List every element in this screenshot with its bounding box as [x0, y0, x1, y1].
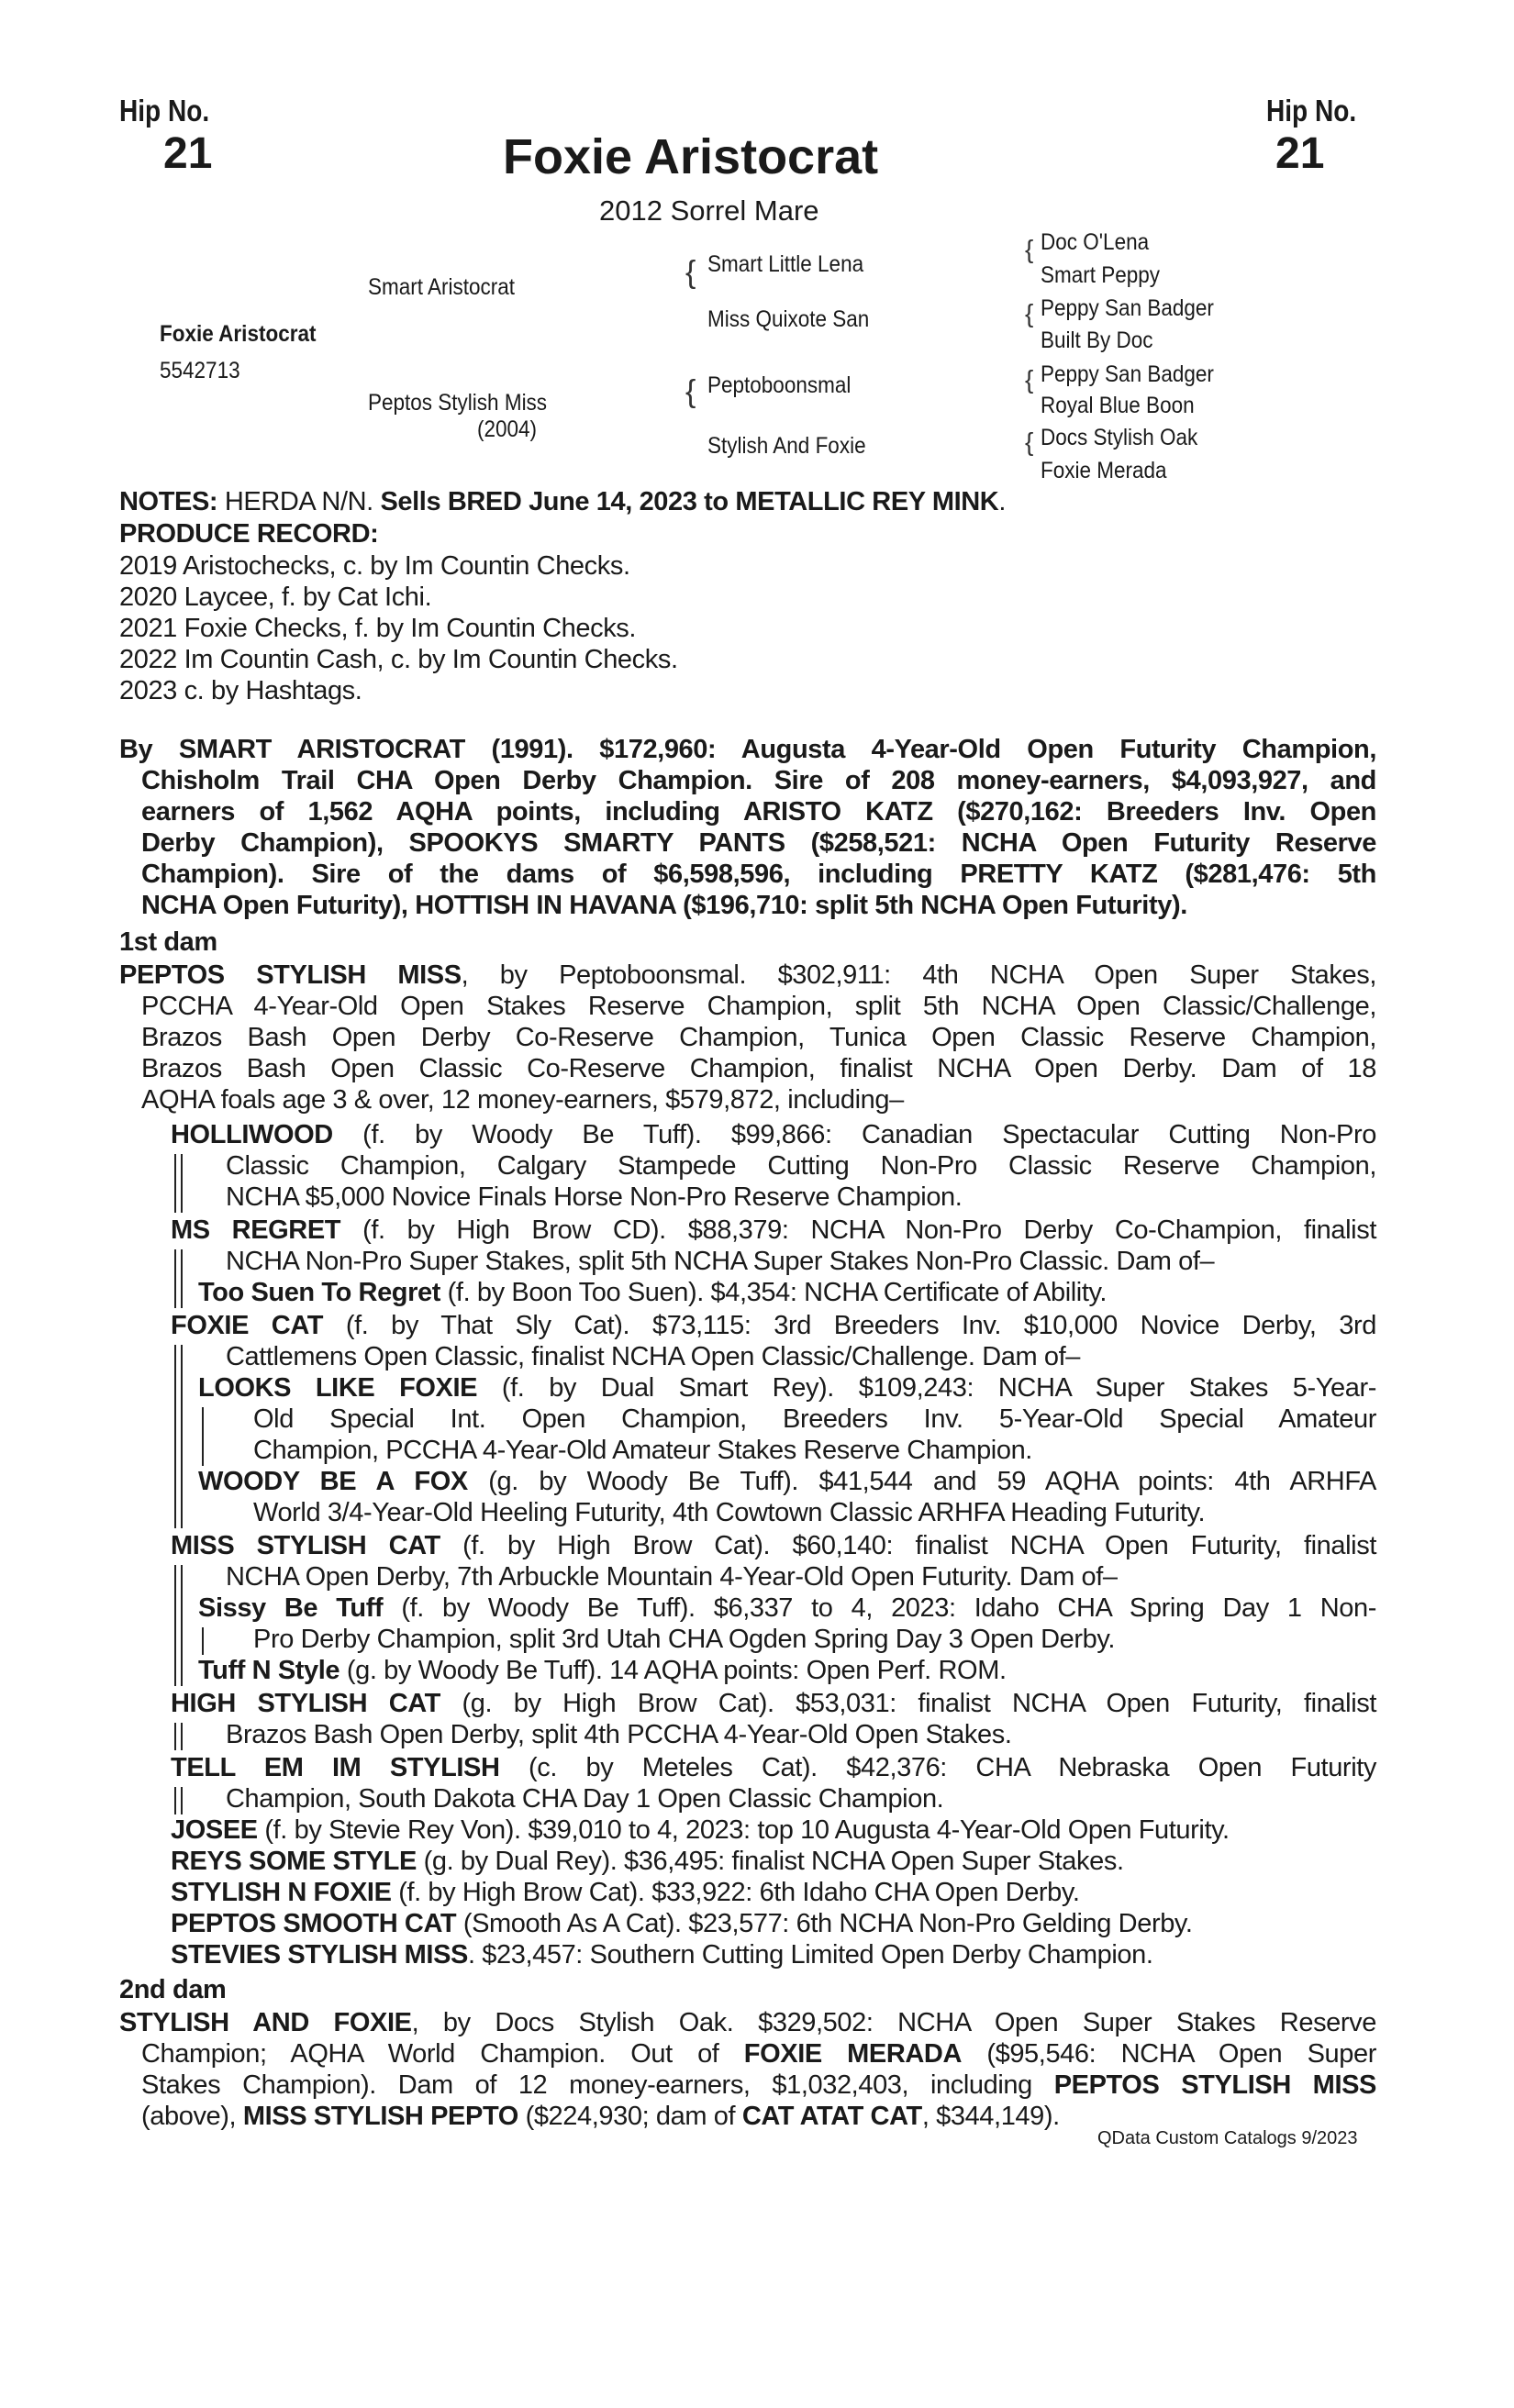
sire-paragraph-line: Champion). Sire of the dams of $6,598,596, including PRETTY KATZ ($281,476: 5th — [141, 860, 1376, 889]
grandfoal-text: (g. by Woody Be Tuff). $41,544 and 59 AQHA points: 4th ARHFA — [467, 1467, 1377, 1496]
pedigree-sdd: Built By Doc — [1041, 327, 1153, 353]
produce-item: 2023 c. by Hashtags. — [119, 676, 362, 705]
second-dam-text: , $344,149). — [921, 2102, 1060, 2131]
foal-miss-stylish-cat — [171, 1530, 1376, 1561]
notes-text: HERDA N/N. — [217, 487, 381, 516]
foal-text: (c. by Meteles Cat). $42,376: CHA Nebraska Open Futurity — [499, 1753, 1376, 1782]
footer-credit: QData Custom Catalogs 9/2023 — [1097, 2128, 1358, 2148]
foal-text: (g. by High Brow Cat). $53,031: finalist NCHA Open Futurity, finalist — [440, 1689, 1377, 1718]
second-dam-text: Stakes Champion). Dam of 12 money-earners, $1,032,403, including — [141, 2070, 1054, 2100]
foal-holliwood — [171, 1119, 1376, 1150]
foal-text: (f. by High Brow CD). $88,379: NCHA Non-Pro Derby Co-Champion, finalist — [340, 1215, 1376, 1245]
indent-bar — [174, 1723, 176, 1750]
foal-peptos-smooth-cat — [171, 1908, 1193, 1939]
foal-line: NCHA $5,000 Novice Finals Horse Non-Pro Reserve Champion. — [226, 1182, 963, 1212]
produce-item: 2020 Laycee, f. by Cat Ichi. — [119, 583, 432, 612]
pedigree-dam-year: (2004) — [477, 416, 538, 442]
foal-text: (Smooth As A Cat). $23,577: 6th NCHA Non-Pro Gelding Derby. — [456, 1909, 1193, 1938]
pedigree-horse: Foxie Aristocrat — [160, 321, 317, 347]
pedigree-sds: Peppy San Badger — [1041, 295, 1214, 321]
grandfoal-looks-like-foxie — [198, 1372, 1376, 1404]
indent-bar — [181, 1723, 183, 1750]
first-dam-line: AQHA foals age 3 & over, 12 money-earners, $579,872, including– — [141, 1085, 904, 1115]
pedigree-sire-dam: Miss Quixote San — [707, 306, 870, 332]
brace-icon: { — [1025, 299, 1034, 327]
sire-paragraph-line: NCHA Open Futurity), HOTTISH IN HAVANA ($196,710: split 5th NCHA Open Futurity). — [141, 891, 1187, 920]
foal-josee — [171, 1814, 1230, 1846]
foal-name: MS REGRET — [171, 1215, 341, 1245]
foal-text: (g. by Dual Rey). $36,495: finalist NCHA Open Super Stakes. — [416, 1847, 1124, 1876]
foal-ms-regret — [171, 1215, 1376, 1246]
foal-line: Champion, South Dakota CHA Day 1 Open Classic Champion. — [226, 1784, 944, 1814]
foal-stevies-stylish-miss — [171, 1939, 1153, 1970]
second-dam-name: STYLISH AND FOXIE — [119, 2008, 412, 2037]
foal-line: Cattlemens Open Classic, finalist NCHA Open Classic/Challenge. Dam of– — [226, 1342, 1081, 1371]
hip-number-left: 21 — [163, 129, 213, 178]
foal-text: (f. by High Brow Cat). $60,140: finalist NCHA Open Futurity, finalist — [440, 1531, 1376, 1560]
foal-name: REYS SOME STYLE — [171, 1847, 417, 1876]
indent-bar — [181, 1565, 183, 1686]
produce-item: 2022 Im Countin Cash, c. by Im Countin Checks. — [119, 645, 678, 674]
sire-paragraph-line: Derby Champion), SPOOKYS SMARTY PANTS ($258,521: NCHA Open Futurity Reserve — [141, 828, 1376, 858]
pedigree-ssd: Smart Peppy — [1041, 262, 1161, 288]
first-dam-name: PEPTOS STYLISH MISS — [119, 960, 462, 990]
foal-text: (f. by Woody Be Tuff). $99,866: Canadian Spectacular Cutting Non-Pro — [332, 1120, 1376, 1149]
foal-text: (f. by High Brow Cat). $33,922: 6th Idaho CHA Open Derby. — [391, 1878, 1080, 1907]
grandfoal-name: Too Suen To Regret — [198, 1278, 440, 1307]
second-dam-line — [141, 2101, 1060, 2132]
foal-name: TELL EM IM STYLISH — [171, 1753, 500, 1782]
produce-item: 2021 Foxie Checks, f. by Im Countin Checks. — [119, 614, 637, 643]
produce-item: 2019 Aristochecks, c. by Im Countin Checks. — [119, 551, 630, 581]
grandfoal-line: Pro Derby Champion, split 3rd Utah CHA Ogden Spring Day 3 Open Derby. — [253, 1625, 1115, 1654]
foal-reys-some-style — [171, 1846, 1124, 1877]
brace-icon: { — [685, 255, 696, 290]
foal-name: MISS STYLISH CAT — [171, 1531, 440, 1560]
pedigree-dds: Docs Stylish Oak — [1041, 425, 1198, 450]
grandfoal-name: Tuff N Style — [198, 1656, 340, 1685]
grandfoal-line: Champion, PCCHA 4-Year-Old Amateur Stakes Reserve Champion. — [253, 1436, 1032, 1465]
indent-bar — [174, 1787, 176, 1814]
notes-end: . — [998, 487, 1007, 516]
second-dam-line — [141, 2038, 1376, 2070]
foal-name: HIGH STYLISH CAT — [171, 1689, 440, 1718]
grandfoal-sissy-be-tuff — [198, 1592, 1376, 1624]
grandfoal-line: Old Special Int. Open Champion, Breeders Inv. 5-Year-Old Special Amateur — [253, 1404, 1376, 1434]
second-dam-foal-name: MISS STYLISH PEPTO — [242, 2102, 518, 2131]
grandfoal-text: (f. by Dual Smart Rey). $109,243: NCHA Super Stakes 5-Year- — [477, 1373, 1376, 1403]
grandfoal-text: (f. by Boon Too Suen). $4,354: NCHA Certificate of Ability. — [440, 1278, 1108, 1307]
pedigree-ddd: Foxie Merada — [1041, 458, 1167, 483]
catalog-body — [119, 486, 1376, 2358]
foal-stylish-n-foxie — [171, 1877, 1080, 1908]
foal-name: JOSEE — [171, 1815, 258, 1845]
second-dam-text: , by Docs Stylish Oak. $329,502: NCHA Open Super Stakes Reserve — [411, 2008, 1376, 2037]
sire-paragraph-line: earners of 1,562 AQHA points, including ARISTO KATZ ($270,162: Breeders Inv. Open — [141, 797, 1376, 827]
first-dam-line — [119, 960, 1376, 991]
indent-bar — [181, 1249, 183, 1308]
foal-text: (f. by That Sly Cat). $73,115: 3rd Breeders Inv. $10,000 Novice Derby, 3rd — [323, 1311, 1376, 1340]
indent-bar — [181, 1345, 183, 1528]
foal-foxie-cat — [171, 1310, 1376, 1341]
notes-line — [119, 486, 1006, 517]
brace-icon: { — [1025, 235, 1034, 263]
hip-label-right: Hip No. — [1266, 94, 1357, 128]
second-dam-grandfoal-name: CAT ATAT CAT — [741, 2102, 922, 2131]
brace-icon: { — [1025, 365, 1034, 394]
pedigree-sss: Doc O'Lena — [1041, 229, 1150, 255]
indent-bar — [174, 1249, 176, 1308]
grandfoal-name: LOOKS LIKE FOXIE — [198, 1373, 478, 1403]
foal-line: Classic Champion, Calgary Stampede Cutting Non-Pro Classic Reserve Champion, — [226, 1151, 1376, 1181]
pedigree-dam-sire: Peptoboonsmal — [707, 372, 852, 398]
indent-bar — [202, 1627, 204, 1655]
first-dam-line: Brazos Bash Open Derby Co-Reserve Champion, Tunica Open Classic Reserve Champion, — [141, 1023, 1376, 1052]
second-dam-text: Champion; AQHA World Champion. Out of — [141, 2039, 744, 2069]
pedigree-reg-number: 5542713 — [160, 358, 240, 383]
second-dam-dam-name: FOXIE MERADA — [743, 2039, 963, 2069]
produce-record-label: PRODUCE RECORD: — [119, 519, 379, 549]
first-dam-line: PCCHA 4-Year-Old Open Stakes Reserve Champion, split 5th NCHA Open Classic/Challenge, — [141, 992, 1376, 1021]
pedigree-dam-dam: Stylish And Foxie — [707, 433, 866, 459]
pedigree-sire: Smart Aristocrat — [368, 274, 516, 300]
brace-icon: { — [685, 374, 696, 409]
grandfoal-text: (f. by Woody Be Tuff). $6,337 to 4, 2023: Idaho CHA Spring Day 1 Non- — [383, 1593, 1376, 1623]
second-dam-heading: 2nd dam — [119, 1975, 227, 2004]
pedigree-dss: Peppy San Badger — [1041, 361, 1214, 387]
indent-bar — [174, 1154, 176, 1213]
indent-bar — [181, 1787, 183, 1814]
horse-title: Foxie Aristocrat — [503, 129, 879, 184]
indent-bar — [174, 1345, 176, 1528]
foal-tell-em-im-stylish — [171, 1752, 1376, 1783]
foal-line: NCHA Non-Pro Super Stakes, split 5th NCHA Super Stakes Non-Pro Classic. Dam of– — [226, 1247, 1215, 1276]
pedigree-sire-sire: Smart Little Lena — [707, 251, 864, 277]
first-dam-text: , by Peptoboonsmal. $302,911: 4th NCHA Open Super Stakes, — [461, 960, 1376, 990]
notes-bred-info: Sells BRED June 14, 2023 to METALLIC REY MINK — [380, 487, 999, 516]
pedigree-dam: Peptos Stylish Miss — [368, 390, 548, 416]
first-dam-heading: 1st dam — [119, 927, 217, 957]
notes-label: NOTES: — [119, 487, 218, 516]
foal-line: Brazos Bash Open Derby, split 4th PCCHA 4-Year-Old Open Stakes. — [226, 1720, 1012, 1749]
grandfoal-woody-be-a-fox — [198, 1466, 1376, 1497]
foal-line: NCHA Open Derby, 7th Arbuckle Mountain 4-Year-Old Open Futurity. Dam of– — [226, 1562, 1118, 1592]
foal-name: HOLLIWOOD — [171, 1120, 333, 1149]
second-dam-line — [119, 2007, 1376, 2038]
foal-name: STYLISH N FOXIE — [171, 1878, 392, 1907]
foal-name: STEVIES STYLISH MISS — [171, 1940, 468, 1970]
foal-name: FOXIE CAT — [171, 1311, 324, 1340]
second-dam-text: (above), — [141, 2102, 243, 2131]
grandfoal-text: (g. by Woody Be Tuff). 14 AQHA points: Open Perf. ROM. — [340, 1656, 1007, 1685]
grandfoal-name: Sissy Be Tuff — [198, 1593, 384, 1623]
indent-bar — [174, 1565, 176, 1686]
indent-bar — [181, 1154, 183, 1213]
foal-high-stylish-cat — [171, 1688, 1376, 1719]
sire-paragraph-line: By SMART ARISTOCRAT (1991). $172,960: Augusta 4-Year-Old Open Futurity Champion, — [119, 735, 1376, 764]
horse-subtitle: 2012 Sorrel Mare — [599, 194, 819, 227]
second-dam-line — [141, 2070, 1376, 2101]
grandfoal-name: WOODY BE A FOX — [198, 1467, 468, 1496]
foal-text: (f. by Stevie Rey Von). $39,010 to 4, 2023: top 10 Augusta 4-Year-Old Open Futurity. — [257, 1815, 1230, 1845]
grandfoal-line: World 3/4-Year-Old Heeling Futurity, 4th Cowtown Classic ARHFA Heading Futurity. — [253, 1498, 1206, 1527]
foal-text: . $23,457: Southern Cutting Limited Open Derby Champion. — [467, 1940, 1153, 1970]
pedigree-dsd: Royal Blue Boon — [1041, 393, 1195, 418]
second-dam-text: ($95,546: NCHA Open Super — [962, 2039, 1376, 2069]
brace-icon: { — [1025, 427, 1034, 456]
indent-bar — [202, 1407, 204, 1466]
foal-name: PEPTOS SMOOTH CAT — [171, 1909, 457, 1938]
hip-label-left: Hip No. — [119, 94, 210, 128]
grandfoal-tuff-n-style — [198, 1655, 1007, 1686]
grandfoal-too-suen — [198, 1277, 1107, 1308]
second-dam-text: ($224,930; dam of — [518, 2102, 742, 2131]
second-dam-foal-name: PEPTOS STYLISH MISS — [1053, 2070, 1376, 2100]
hip-number-right: 21 — [1275, 129, 1325, 178]
sire-paragraph-line: Chisholm Trail CHA Open Derby Champion. Sire of 208 money-earners, $4,093,927, and — [141, 766, 1376, 795]
first-dam-line: Brazos Bash Open Classic Co-Reserve Champion, finalist NCHA Open Derby. Dam of 18 — [141, 1054, 1376, 1083]
